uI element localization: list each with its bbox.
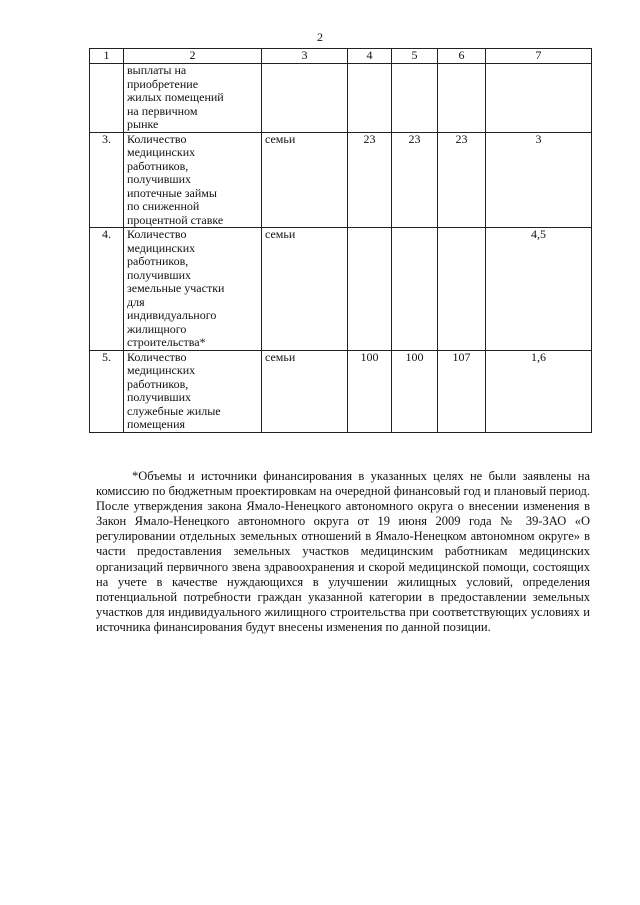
name-line: работников, xyxy=(127,376,189,391)
name-line: земельные участки xyxy=(127,281,225,295)
table-row xyxy=(90,132,592,228)
header-col-6: 6 xyxy=(438,49,486,64)
indicator-table xyxy=(89,48,592,433)
unit-cell: семьи xyxy=(262,228,348,351)
name-line: индивидуального xyxy=(127,308,217,322)
row-number xyxy=(90,64,124,133)
indicator-name xyxy=(124,132,262,228)
name-line: Количество xyxy=(127,227,187,241)
value-col-6 xyxy=(438,228,486,351)
header-col-3: 3 xyxy=(262,49,348,64)
header-col-4: 4 xyxy=(348,49,392,64)
name-line: процентной ставке xyxy=(127,212,224,227)
name-line: выплаты на xyxy=(127,63,187,77)
value-col-7: 1,6 xyxy=(486,350,592,432)
name-line: по сниженной xyxy=(127,199,200,213)
name-line: получивших xyxy=(127,390,192,404)
value-col-7 xyxy=(486,64,592,133)
name-line: ипотечные займы xyxy=(127,185,217,200)
value-col-5 xyxy=(392,64,438,133)
header-col-5: 5 xyxy=(392,49,438,64)
footnote-text: *Объемы и источники финансирования в указанных целях не были заявлены на комиссию по бюджетным проектировкам на очередной финансовый год и плановый период. После утверждения закона Ямало-Ненецкого автономного округа о внесении изменения в Закон Ямало-Ненецкого автономного округа от 19 июня 2009 года № 39-ЗАО «О регулировании отдельных земельных отношений в Ямало-Ненецком автономном округе» в части предоставления земельных участков медицинским работникам медицинских организаций первичного звена здравоохранения и скорой медицинской помощи, состоящих на учете в качестве нуждающихся в улучшении жилищных условий, определения потенциальной потребности граждан указанной категории в предоставлении земельных участков для индивидуального жилищного строительства при соответствующих условиях и источника финансирования будут внесены изменения по данной позиции. xyxy=(96,469,590,634)
name-line: рынке xyxy=(127,117,159,131)
table-row xyxy=(90,350,592,432)
name-line: получивших xyxy=(127,172,192,186)
value-col-6: 107 xyxy=(438,350,486,432)
footnote xyxy=(96,469,590,635)
header-col-2: 2 xyxy=(124,49,262,64)
name-line: для xyxy=(127,294,145,309)
value-col-4 xyxy=(348,228,392,351)
name-line: приобретение xyxy=(127,76,199,91)
name-line: помещения xyxy=(127,417,186,431)
name-line: жилищного xyxy=(127,321,187,336)
name-line: служебные жилые xyxy=(127,403,221,418)
indicator-name xyxy=(124,64,262,133)
name-line: медицинских xyxy=(127,145,196,159)
header-col-7: 7 xyxy=(486,49,592,64)
value-col-6 xyxy=(438,64,486,133)
name-line: строительства* xyxy=(127,335,206,349)
name-line: работников, xyxy=(127,158,189,173)
table-row xyxy=(90,228,592,351)
name-line: на первичном xyxy=(127,103,198,118)
value-col-7: 3 xyxy=(486,132,592,228)
unit-cell: семьи xyxy=(262,132,348,228)
value-col-5 xyxy=(392,228,438,351)
row-number: 3. xyxy=(90,132,124,228)
name-line: медицинских xyxy=(127,240,196,255)
name-line: жилых помещений xyxy=(127,90,224,104)
value-col-5: 100 xyxy=(392,350,438,432)
header-col-1: 1 xyxy=(90,49,124,64)
table-row xyxy=(90,64,592,133)
value-col-5: 23 xyxy=(392,132,438,228)
name-line: Количество xyxy=(127,131,187,146)
page-number: 2 xyxy=(317,30,323,44)
value-col-4: 23 xyxy=(348,132,392,228)
value-col-6: 23 xyxy=(438,132,486,228)
value-col-7: 4,5 xyxy=(486,228,592,351)
unit-cell xyxy=(262,64,348,133)
row-number: 5. xyxy=(90,350,124,432)
value-col-4: 100 xyxy=(348,350,392,432)
name-line: получивших xyxy=(127,267,192,282)
unit-cell: семьи xyxy=(262,350,348,432)
row-number: 4. xyxy=(90,228,124,351)
value-col-4 xyxy=(348,64,392,133)
name-line: медицинских xyxy=(127,363,196,377)
name-line: работников, xyxy=(127,254,189,268)
indicator-name xyxy=(124,350,262,432)
name-line: Количество xyxy=(127,349,187,364)
table-header-row xyxy=(90,49,592,64)
indicator-name xyxy=(124,228,262,351)
